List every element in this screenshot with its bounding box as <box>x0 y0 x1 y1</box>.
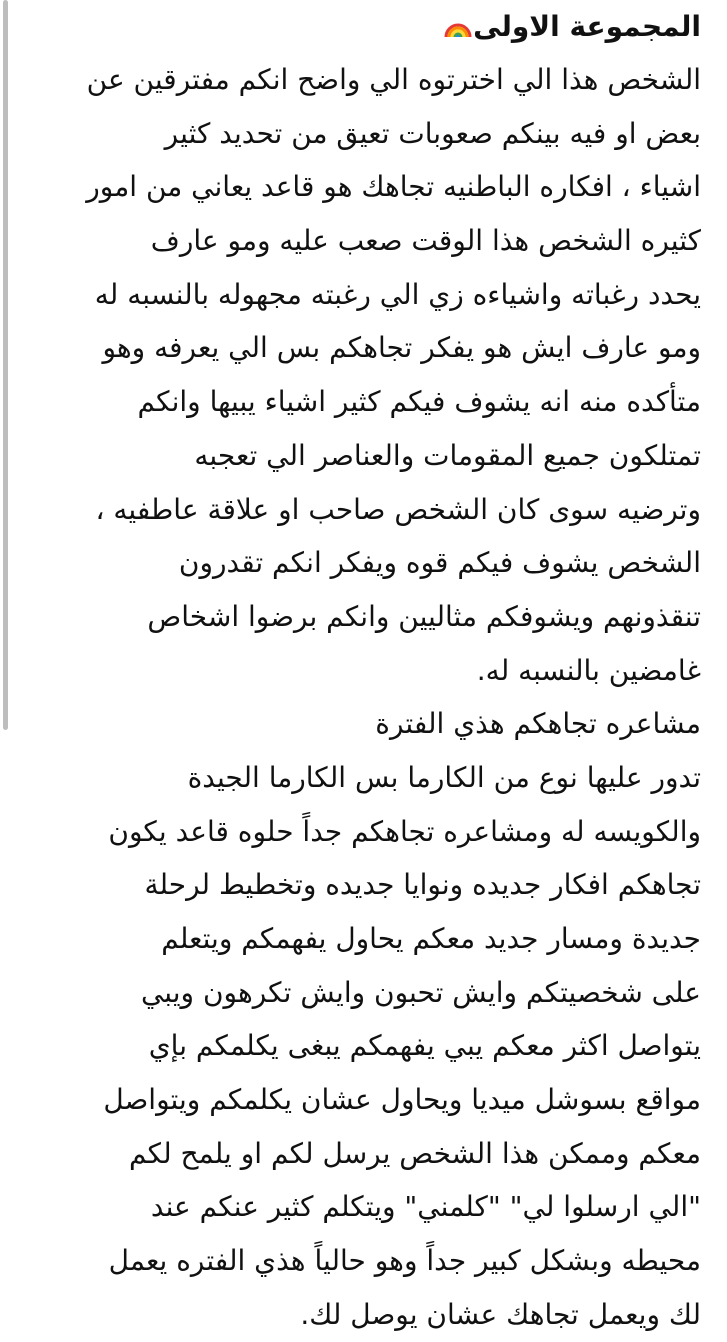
text-line: بعض او فيه بينكم صعوبات تعيق من تحديد كثير <box>164 116 701 150</box>
text-line: جديدة ومسار جديد معكم يحاول يفهمكم ويتعلم <box>161 922 701 955</box>
text-lines <box>48 53 701 1342</box>
text-line: اشياء ، افكاره الباطنيه تجاهك هو قاعد يعاني من امور <box>86 170 701 204</box>
text-line: الشخص يشوف فيكم قوه ويفكر انكم تقدرون <box>178 546 701 580</box>
text-line: كثيره الشخص هذا الوقت صعب عليه ومو عارف <box>150 224 701 258</box>
text-line: وترضيه سوى كان الشخص صاحب او علاقة عاطفيه ، <box>95 492 701 526</box>
text-line: محيطه وبشكل كبير جداً وهو حالياً هذي الفتره يعمل <box>108 1244 701 1278</box>
text-line: يحدد رغباته واشياءه زي الي رغبته مجهوله بالنسبه له <box>94 277 701 311</box>
text-line: تنقذونهم ويشوفكم مثاليين وانكم برضوا اشخاص <box>147 599 701 633</box>
text-line: تدور عليها نوع من الكارما بس الكارما الجيدة <box>187 760 701 794</box>
text-line: متأكده منه انه يشوف فيكم كثير اشياء يبيها وانكم <box>137 385 701 419</box>
text-line: تجاهكم افكار جديده ونوايا جديده وتخطيط لرحلة <box>144 868 701 902</box>
text-line: "الي ارسلوا لي" "كلمني" ويتكلم كثير عنكم عند <box>150 1190 701 1224</box>
title-text: المجموعة الاولى <box>473 10 701 43</box>
document-body <box>48 0 701 1342</box>
rainbow-icon <box>443 15 473 39</box>
text-line: غامضين بالنسبه له. <box>476 653 701 687</box>
text-line: تمتلكون جميع المقومات والعناصر الي تعجبه <box>194 438 701 472</box>
text-line: الشخص هذا الي اخترتوه الي واضح انكم مفترقين عن <box>86 63 701 96</box>
text-line: لك ويعمل تجاهك عشان يوصل لك. <box>300 1297 701 1331</box>
text-line: والكويسه له ومشاعره تجاهكم جداً حلوه قاعد يكون <box>108 814 701 848</box>
text-line: مشاعره تجاهكم هذي الفترة <box>375 707 701 741</box>
text-line: مواقع بسوشل ميديا ويحاول عشان يكلمكم ويتواصل <box>103 1083 701 1117</box>
text-line: يتواصل اكثر معكم يبي يفهمكم يبغى يكلمكم بإي <box>148 1029 701 1063</box>
text-line: على شخصيتكم وايش تحبون وايش تكرهون ويبي <box>140 975 701 1009</box>
text-line: معكم وممكن هذا الشخص يرسل لكم او يلمح لكم <box>129 1136 701 1170</box>
page-title <box>48 0 701 53</box>
scrollbar[interactable] <box>3 0 8 730</box>
text-line: ومو عارف ايش هو يفكر تجاهكم بس الي يعرفه وهو <box>102 331 701 365</box>
